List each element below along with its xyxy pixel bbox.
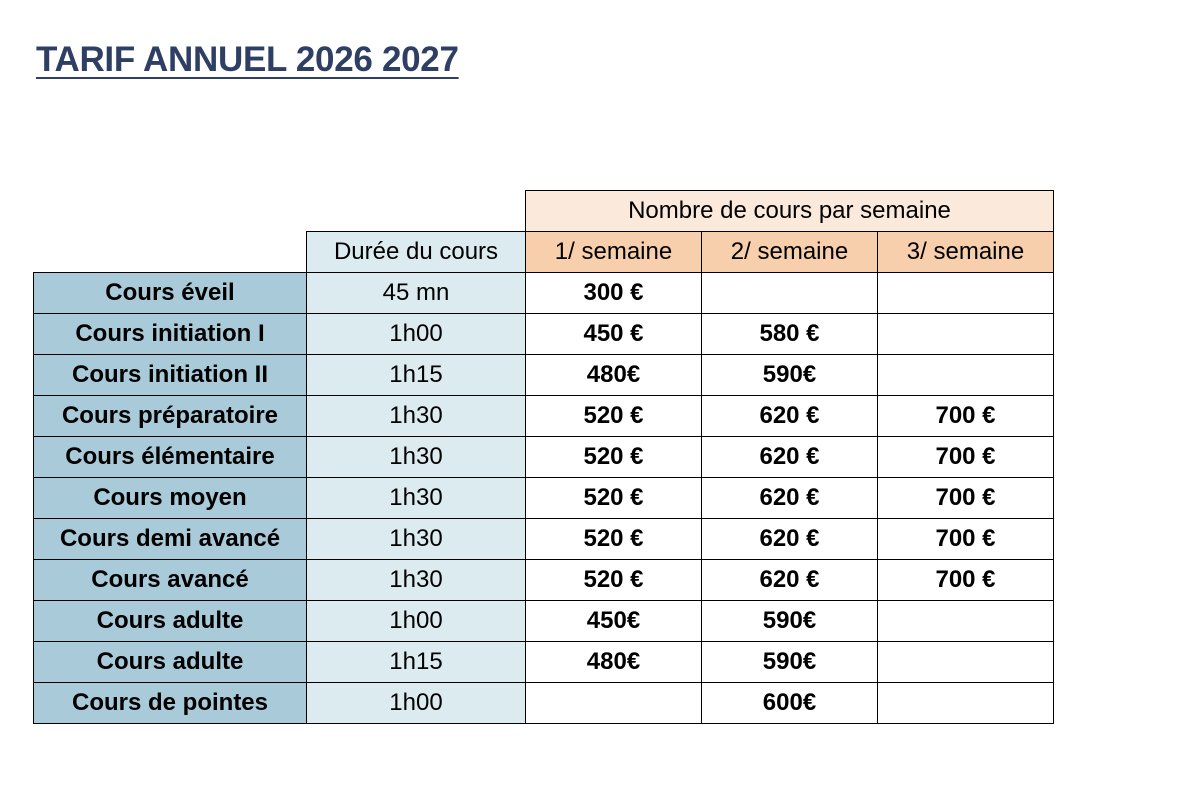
course-name-cell: Cours élémentaire	[34, 437, 307, 478]
price-cell: 450 €	[526, 314, 702, 355]
price-cell: 520 €	[526, 519, 702, 560]
course-duration-cell: 1h00	[307, 601, 526, 642]
table-row	[34, 437, 1054, 478]
page-title: TARIF ANNUEL 2026 2027	[36, 40, 459, 79]
price-cell: 520 €	[526, 560, 702, 601]
frequency-header-cell: 1/ semaine	[526, 232, 702, 273]
price-cell: 700 €	[878, 437, 1054, 478]
frequency-header-cell: 2/ semaine	[702, 232, 878, 273]
table-row	[34, 601, 1054, 642]
group-header-cell: Nombre de cours par semaine	[526, 191, 1054, 232]
duree-header-cell: Durée du cours	[307, 232, 526, 273]
table-row	[34, 642, 1054, 683]
empty-corner-cell	[34, 232, 307, 273]
course-name-cell: Cours adulte	[34, 642, 307, 683]
table-row	[34, 273, 1054, 314]
price-cell	[878, 273, 1054, 314]
price-cell: 600€	[702, 683, 878, 724]
price-cell: 300 €	[526, 273, 702, 314]
course-duration-cell: 1h00	[307, 683, 526, 724]
price-cell	[878, 601, 1054, 642]
price-cell: 480€	[526, 355, 702, 396]
price-cell	[878, 683, 1054, 724]
price-cell: 580 €	[702, 314, 878, 355]
price-cell	[526, 683, 702, 724]
table-row	[34, 519, 1054, 560]
course-duration-cell: 1h15	[307, 642, 526, 683]
course-duration-cell: 1h30	[307, 437, 526, 478]
course-duration-cell: 45 mn	[307, 273, 526, 314]
course-duration-cell: 1h30	[307, 519, 526, 560]
course-name-cell: Cours initiation II	[34, 355, 307, 396]
course-name-cell: Cours avancé	[34, 560, 307, 601]
frequency-header-cell: 3/ semaine	[878, 232, 1054, 273]
price-cell: 480€	[526, 642, 702, 683]
price-cell	[878, 642, 1054, 683]
table-row	[34, 478, 1054, 519]
empty-corner-cell	[307, 191, 526, 232]
price-cell: 620 €	[702, 560, 878, 601]
price-cell: 620 €	[702, 519, 878, 560]
price-cell: 700 €	[878, 560, 1054, 601]
table-row	[34, 560, 1054, 601]
table-row	[34, 396, 1054, 437]
price-cell: 590€	[702, 601, 878, 642]
price-cell	[702, 273, 878, 314]
course-name-cell: Cours éveil	[34, 273, 307, 314]
table-row	[34, 355, 1054, 396]
price-cell: 700 €	[878, 396, 1054, 437]
course-duration-cell: 1h00	[307, 314, 526, 355]
course-name-cell: Cours demi avancé	[34, 519, 307, 560]
price-cell: 700 €	[878, 519, 1054, 560]
empty-corner-cell	[34, 191, 307, 232]
price-cell: 590€	[702, 355, 878, 396]
price-cell: 520 €	[526, 478, 702, 519]
course-duration-cell: 1h30	[307, 396, 526, 437]
course-name-cell: Cours de pointes	[34, 683, 307, 724]
price-cell: 620 €	[702, 478, 878, 519]
price-cell: 450€	[526, 601, 702, 642]
course-name-cell: Cours initiation I	[34, 314, 307, 355]
course-name-cell: Cours préparatoire	[34, 396, 307, 437]
price-cell	[878, 355, 1054, 396]
price-cell	[878, 314, 1054, 355]
course-duration-cell: 1h30	[307, 478, 526, 519]
group-header-row	[34, 191, 1054, 232]
column-header-row	[34, 232, 1054, 273]
price-cell: 620 €	[702, 396, 878, 437]
price-cell: 520 €	[526, 437, 702, 478]
price-cell: 520 €	[526, 396, 702, 437]
price-cell: 590€	[702, 642, 878, 683]
course-name-cell: Cours moyen	[34, 478, 307, 519]
course-name-cell: Cours adulte	[34, 601, 307, 642]
table-row	[34, 683, 1054, 724]
course-duration-cell: 1h30	[307, 560, 526, 601]
price-table	[33, 190, 1054, 724]
course-duration-cell: 1h15	[307, 355, 526, 396]
price-cell: 620 €	[702, 437, 878, 478]
table-row	[34, 314, 1054, 355]
price-cell: 700 €	[878, 478, 1054, 519]
